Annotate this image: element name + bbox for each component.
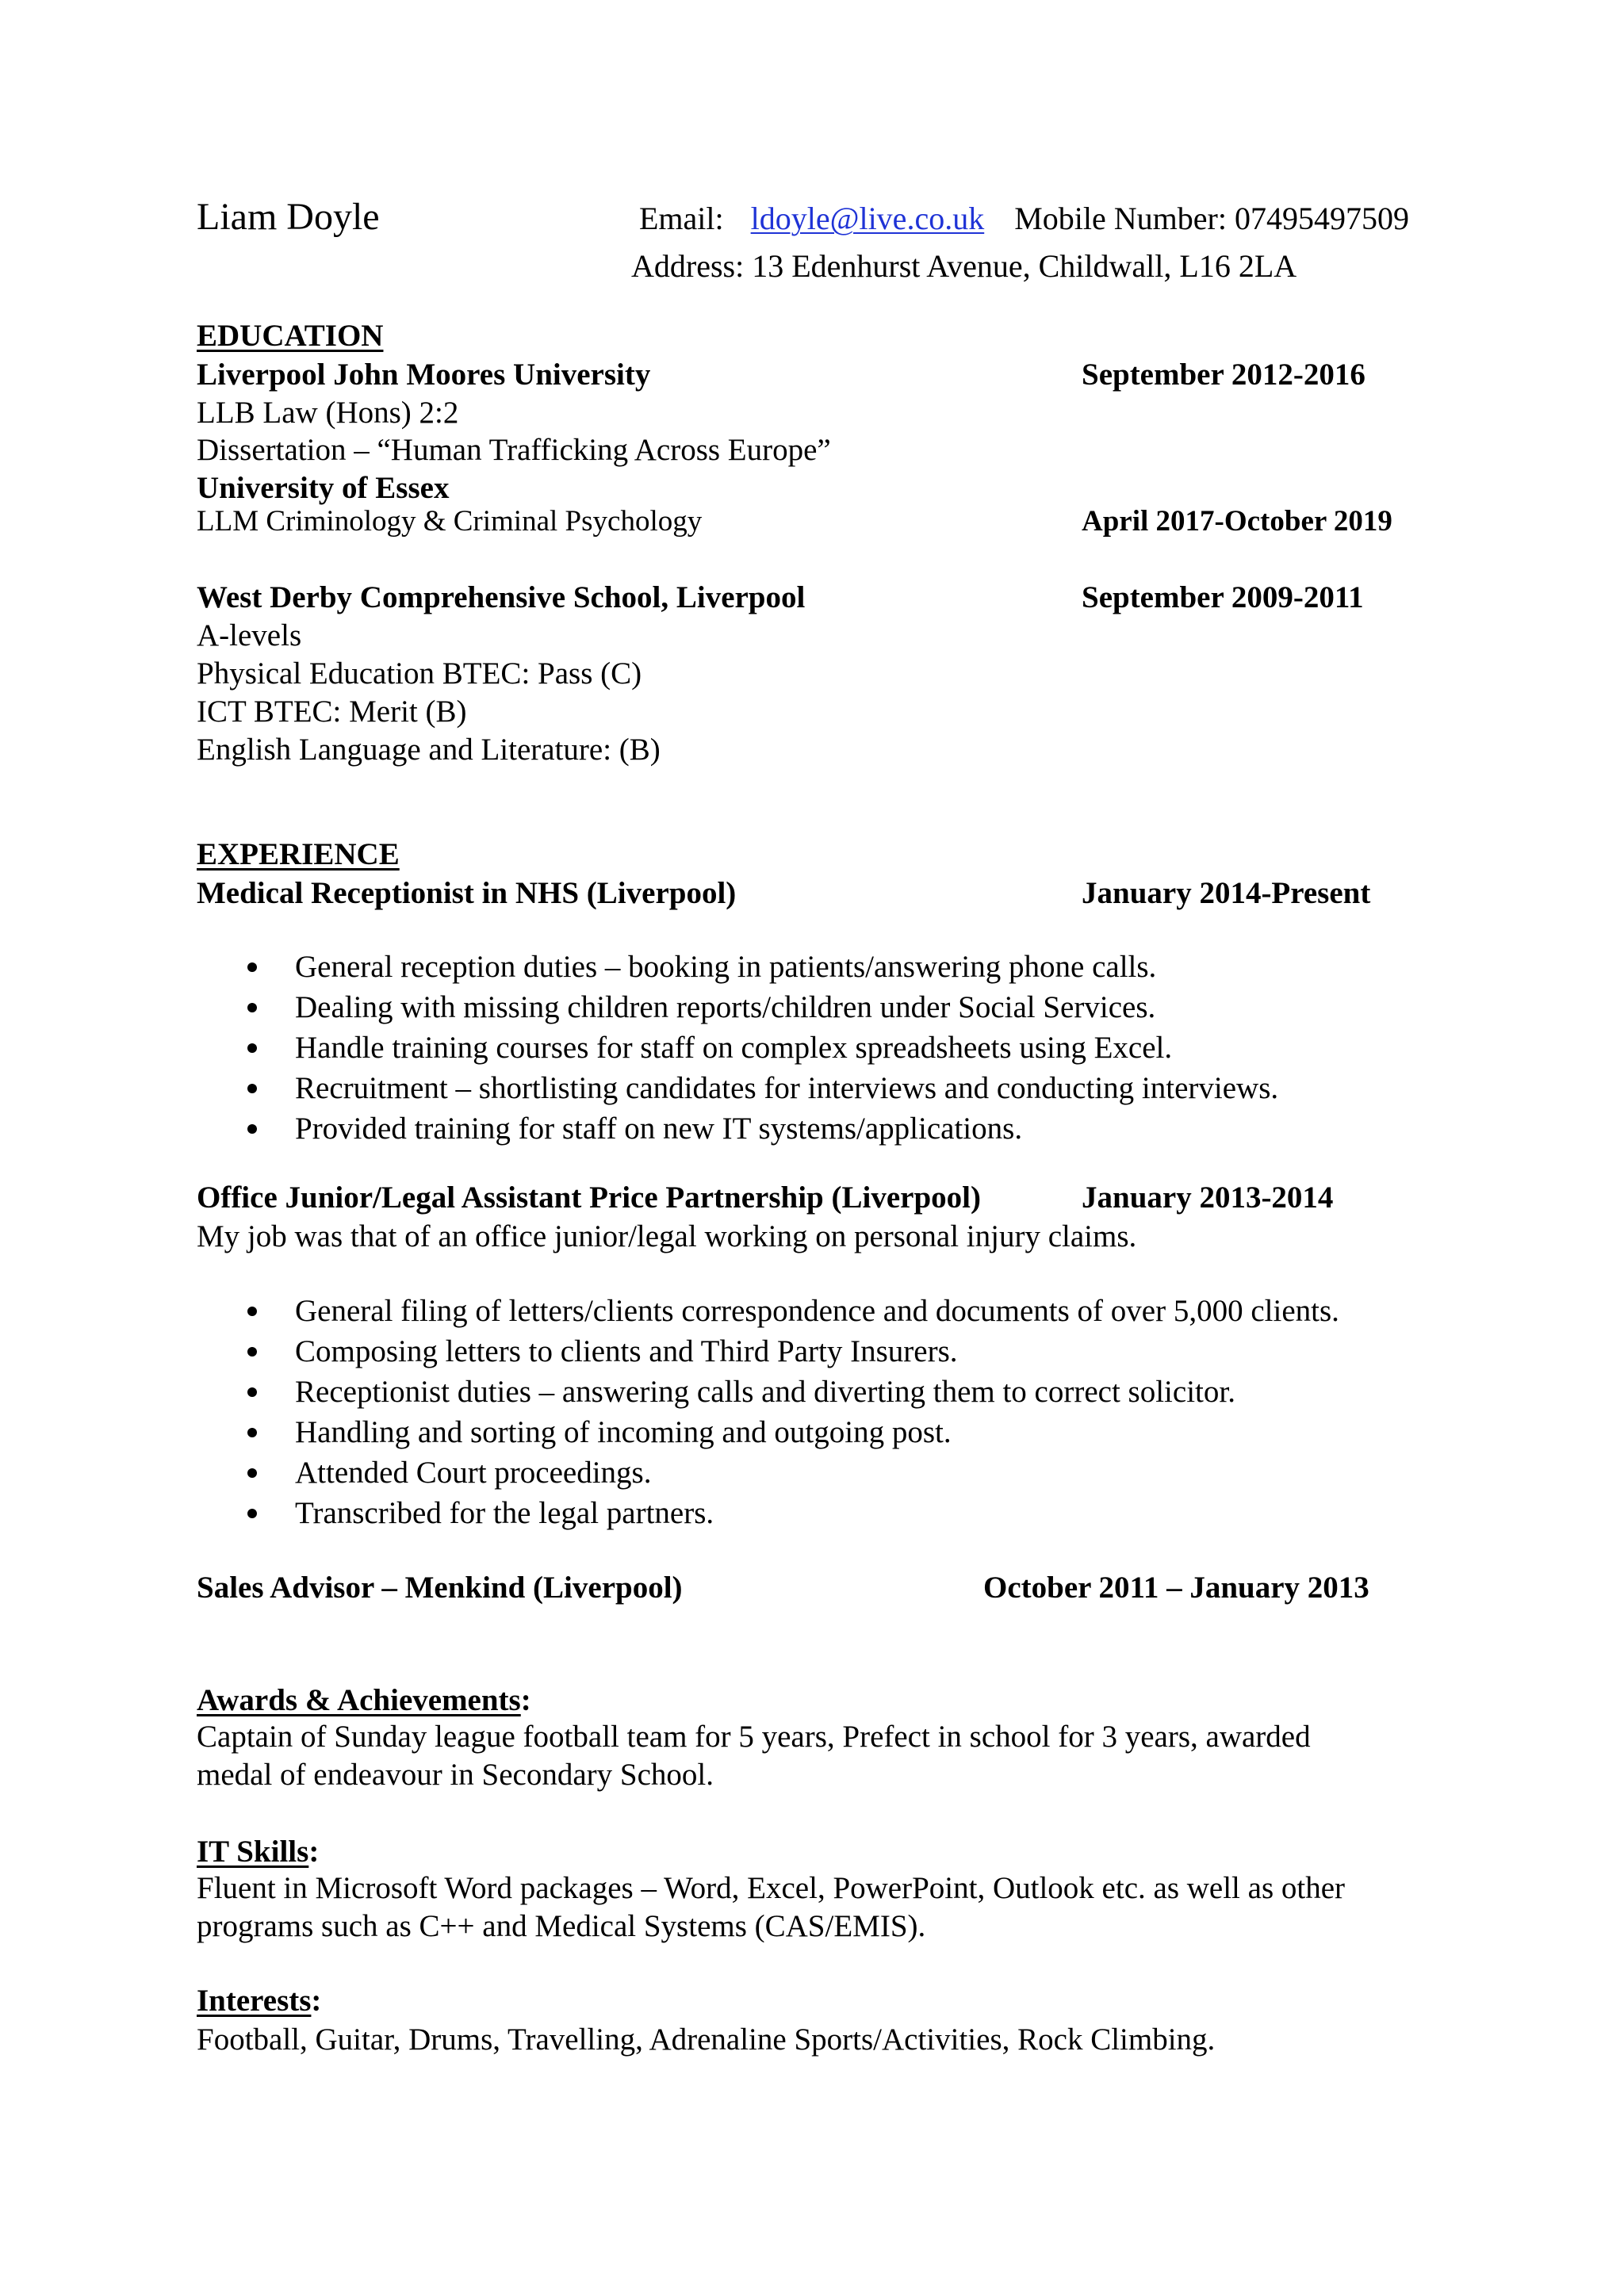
list-item: Handle training courses for staff on complex spreadsheets using Excel. (244, 1032, 1278, 1073)
nhs-duties-list (244, 951, 1278, 1154)
bullet-icon (247, 1428, 257, 1437)
bullet-icon (247, 1124, 257, 1134)
school-line: English Language and Literature: (B) (197, 733, 661, 767)
bullet-icon (247, 1003, 257, 1012)
address-value: 13 Edenhurst Avenue, Childwall, L16 2LA (752, 248, 1297, 284)
price-dates: January 2013-2014 (1082, 1181, 1334, 1215)
price-title: Office Junior/Legal Assistant Price Partnership (Liverpool) (197, 1181, 981, 1215)
email-label: Email: (639, 201, 724, 236)
list-item: Recruitment – shortlisting candidates for interviews and conducting interviews. (244, 1073, 1278, 1113)
education-heading: EDUCATION (197, 319, 384, 353)
it-skills-heading: IT Skills: (197, 1835, 320, 1869)
bullet-icon (247, 962, 257, 972)
school-line: A-levels (197, 618, 302, 652)
contact-line (639, 203, 1409, 235)
list-item: Handling and sorting of incoming and outgoing post. (244, 1417, 1339, 1457)
essex-dates: April 2017-October 2019 (1082, 505, 1392, 538)
interests-text: Football, Guitar, Drums, Travelling, Adrenaline Sports/Activities, Rock Climbing. (197, 2022, 1216, 2057)
ljmu-degree: LLB Law (Hons) 2:2 (197, 396, 459, 430)
email-link[interactable]: ldoyle@live.co.uk (750, 201, 985, 236)
list-item: General filing of letters/clients correspondence and documents of over 5,000 clients. (244, 1295, 1339, 1336)
list-item: General reception duties – booking in patients/answering phone calls. (244, 951, 1278, 992)
ljmu-institution: Liverpool John Moores University (197, 358, 651, 392)
essex-degree: LLM Criminology & Criminal Psychology (197, 505, 703, 538)
mobile-number: 07495497509 (1234, 201, 1409, 236)
list-item: Dealing with missing children reports/children under Social Services. (244, 992, 1278, 1032)
school-dates: September 2009-2011 (1082, 580, 1364, 614)
awards-heading: Awards & Achievements: (197, 1683, 531, 1717)
list-item: Attended Court proceedings. (244, 1457, 1339, 1498)
address-line (631, 248, 1297, 284)
candidate-name: Liam Doyle (197, 196, 380, 238)
menkind-dates: October 2011 – January 2013 (983, 1571, 1369, 1605)
school-line: ICT BTEC: Merit (B) (197, 695, 467, 729)
ljmu-dates: September 2012-2016 (1082, 358, 1365, 392)
school-line: Physical Education BTEC: Pass (C) (197, 656, 642, 691)
nhs-title: Medical Receptionist in NHS (Liverpool) (197, 876, 737, 910)
mobile-label: Mobile Number: (1014, 201, 1227, 236)
experience-heading: EXPERIENCE (197, 837, 400, 871)
ljmu-dissertation: Dissertation – “Human Trafficking Across Europe” (197, 433, 831, 467)
address-label: Address: (631, 248, 745, 284)
essex-institution: University of Essex (197, 471, 450, 505)
awards-text: Captain of Sunday league football team for 5 years, Prefect in school for 3 years, awarded medal of endeavour in Secondary School. (197, 1720, 1311, 1792)
list-item: Composing letters to clients and Third Party Insurers. (244, 1336, 1339, 1376)
bullet-icon (247, 1468, 257, 1478)
price-summary: My job was that of an office junior/legal working on personal injury claims. (197, 1219, 1137, 1253)
nhs-dates: January 2014-Present (1082, 876, 1371, 910)
list-item: Provided training for staff on new IT systems/applications. (244, 1113, 1278, 1154)
it-skills-text: Fluent in Microsoft Word packages – Word, Excel, PowerPoint, Outlook etc. as well as other programs such as C++ and Medical Systems (CAS/EMIS). (197, 1871, 1346, 1943)
school-institution: West Derby Comprehensive School, Liverpool (197, 580, 806, 614)
menkind-title: Sales Advisor – Menkind (Liverpool) (197, 1571, 683, 1605)
bullet-icon (247, 1347, 257, 1357)
list-item: Receptionist duties – answering calls and diverting them to correct solicitor. (244, 1376, 1339, 1417)
price-duties-list (244, 1295, 1339, 1538)
bullet-icon (247, 1043, 257, 1053)
bullet-icon (247, 1509, 257, 1518)
list-item: Transcribed for the legal partners. (244, 1498, 1339, 1538)
bullet-icon (247, 1387, 257, 1397)
bullet-icon (247, 1307, 257, 1316)
bullet-icon (247, 1084, 257, 1093)
interests-heading: Interests: (197, 1984, 322, 2018)
